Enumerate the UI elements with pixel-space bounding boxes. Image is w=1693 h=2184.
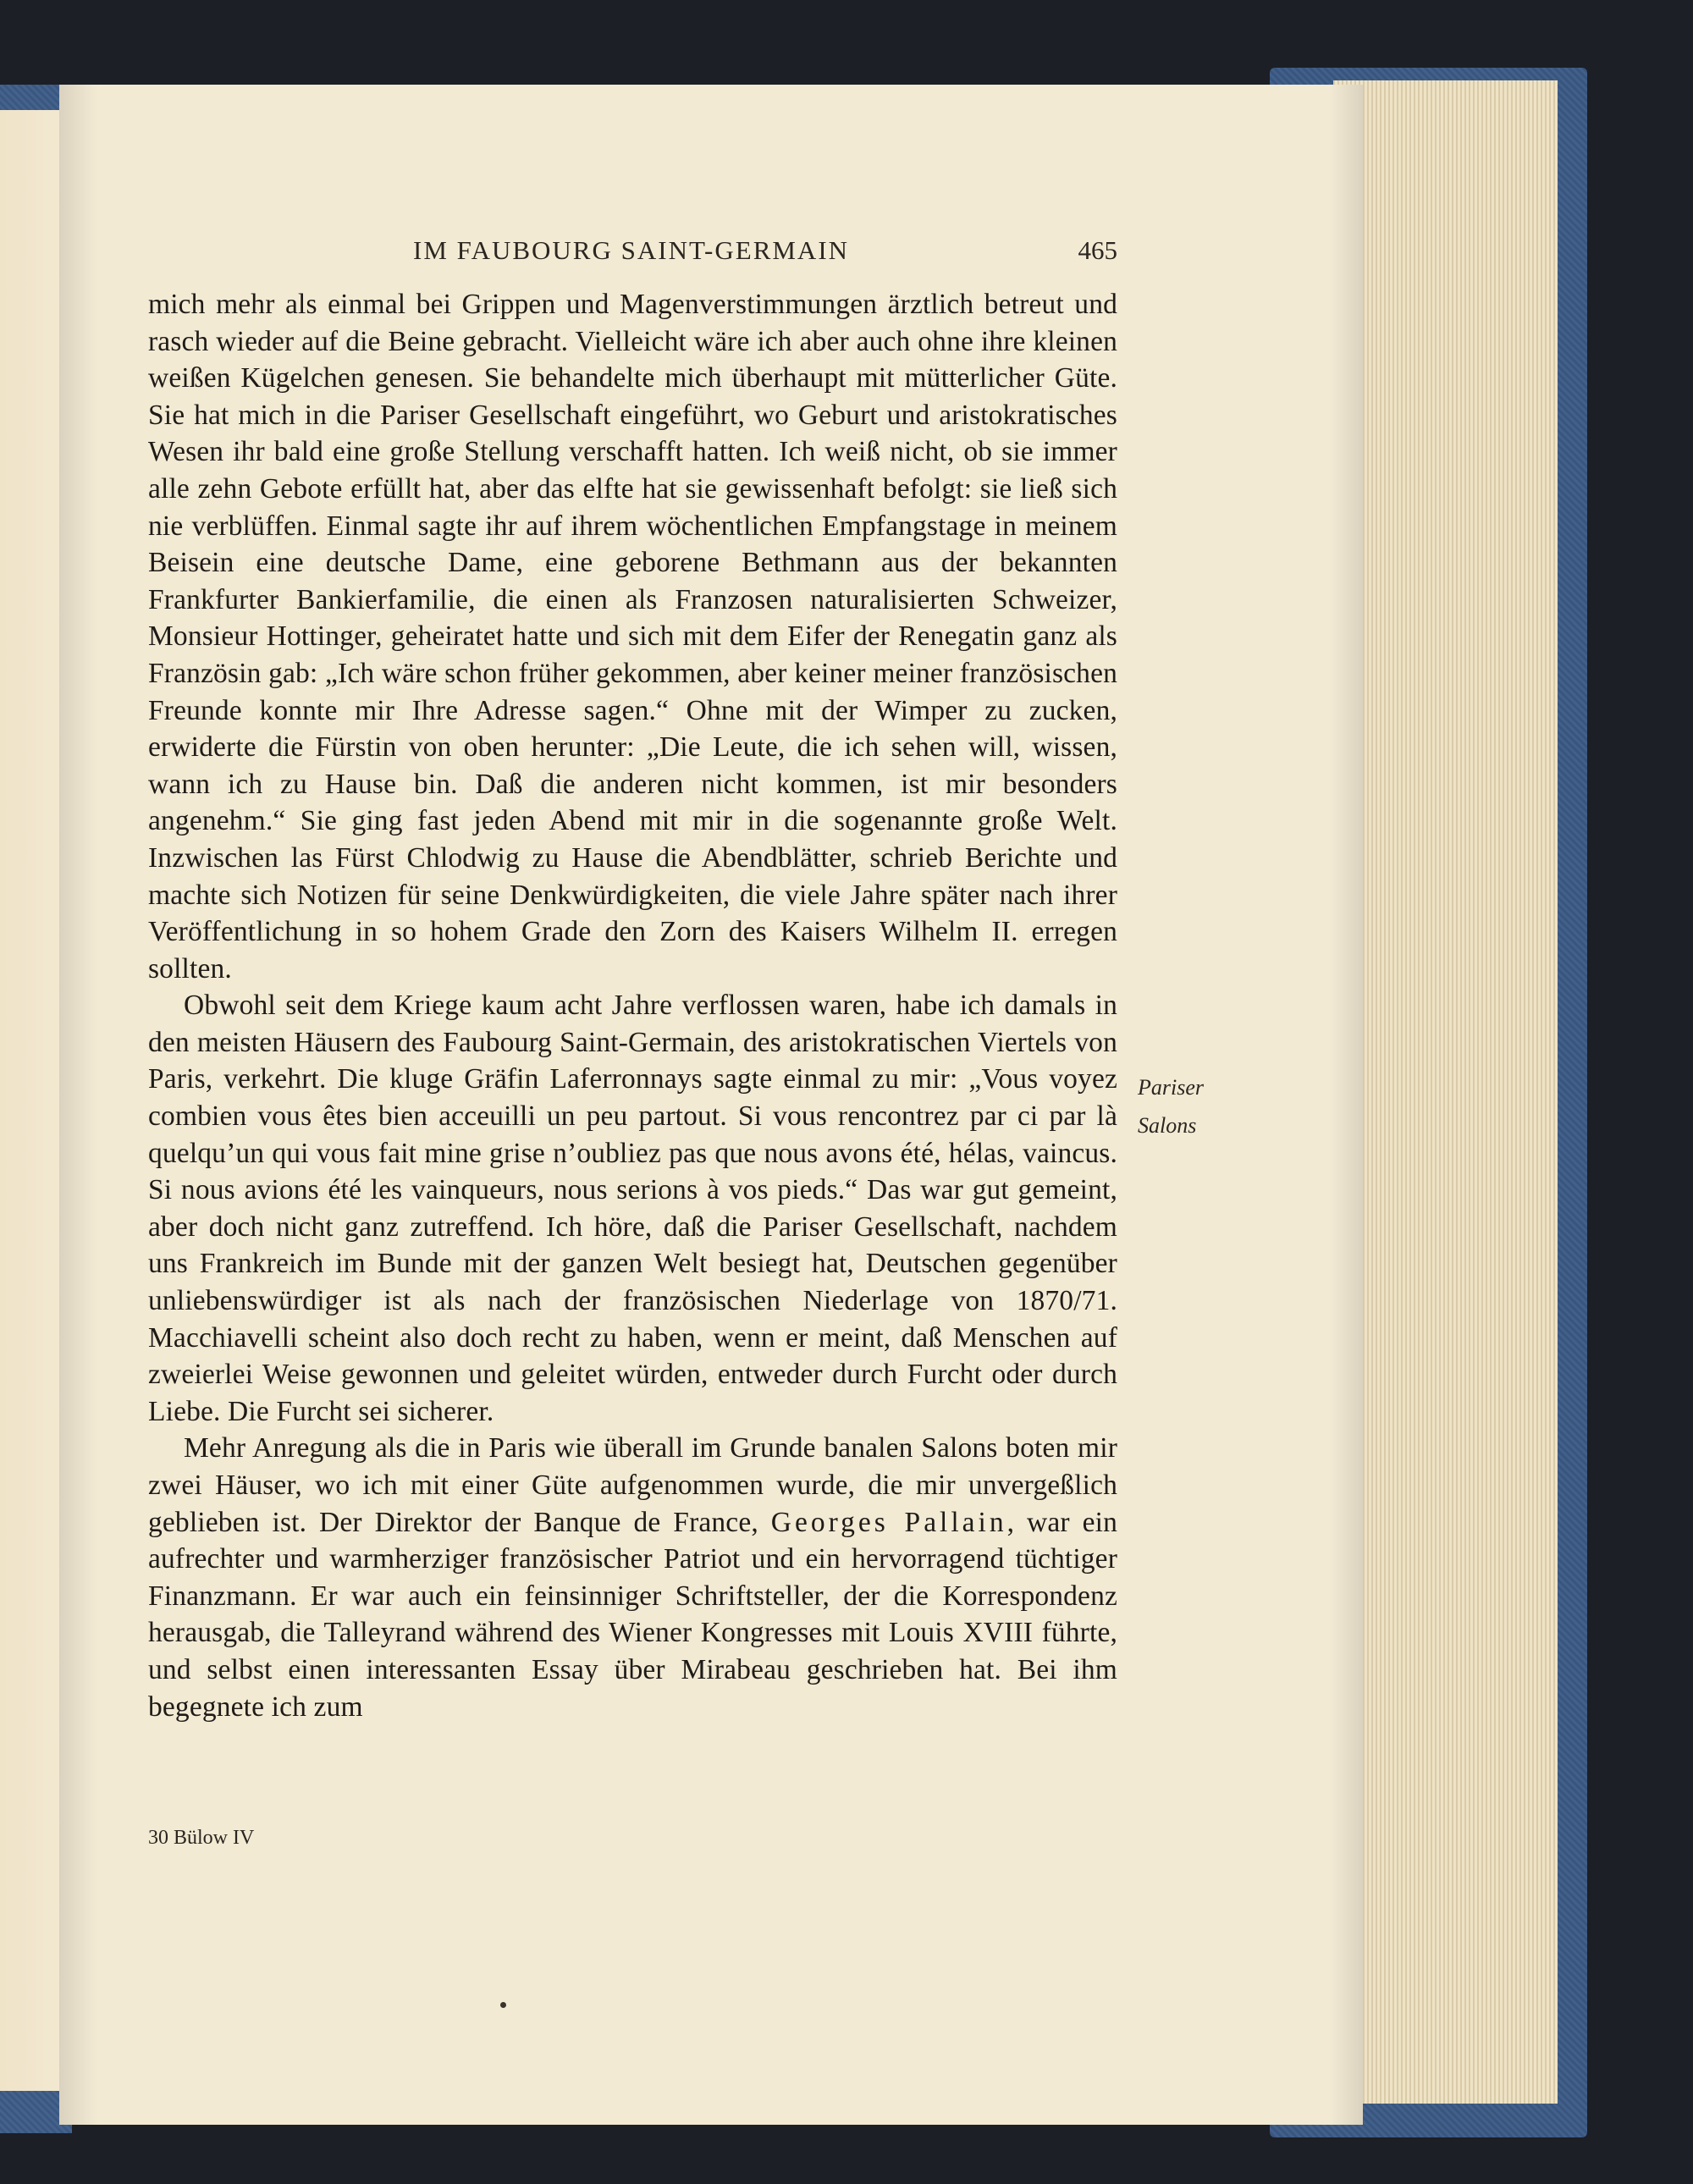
paragraph-2: Obwohl seit dem Kriege kaum acht Jahre verflossen waren, habe ich damals in den meisten Häusern des Faubourg Saint-Germain, des aristokratischen Viertels von Paris, verkehrt. Die kluge Gräfin Laferronnays sagte einmal zu mir: „Vous voyez combien vous êtes bien acceuilli un peu partout. Si vous rencontrez par ci par là quelqu’un qui vous fait mine grise n’oubliez pas que nous avons été, hélas, vaincus. Si nous avions été les vainqueurs, nous serions à vos pieds.“ Das war gut gemeint, aber doch nicht ganz zutreffend. Ich höre, daß die Pariser Gesellschaft, nachdem uns Frankreich im Bunde mit der ganzen Welt besiegt hat, Deutschen gegenüber unliebenswürdiger ist als nach der französischen Niederlage von 1870/71. Macchiavelli scheint also doch recht zu haben, wenn er meint, daß Menschen auf zweierlei Weise gewonnen und geleitet würden, entweder durch Furcht oder durch Liebe. Die Furcht sei sicherer.	[148, 990, 1117, 1427]
margin-note-line-2: Salons	[1138, 1113, 1197, 1138]
body-text	[148, 286, 1117, 1814]
ink-dot	[500, 2002, 506, 2008]
page-header	[148, 235, 1117, 273]
margin-note	[1138, 1068, 1231, 1144]
running-title: IM FAUBOURG SAINT-GERMAIN	[413, 235, 850, 265]
paragraph-3-start: Mehr Anregung als die in Paris wie überall im Grunde banalen Salons boten mir zwei Häuser, wo ich mit einer Güte aufgenommen wurde, die mir unvergeßlich geblieben ist. Der Direktor der Banque de France,	[148, 1432, 1117, 1538]
paragraph-3-end: , war ein aufrechter und warmherziger französischer Patriot und ein hervorragend tüchtiger Finanzmann. Er war auch ein feinsinniger Schriftsteller, der die Korrespondenz herausgab, die Talleyrand während des Wiener Kongresses mit Louis XVIII führte, und selbst einen interessanten Essay über Mirabeau geschrieben hat. Bei ihm begegnete ich zum	[148, 1506, 1117, 1723]
paragraph-1: mich mehr als einmal bei Grippen und Magenverstimmungen ärztlich betreut und rasch wieder auf die Beine gebracht. Vielleicht wäre ich aber auch ohne ihre kleinen weißen Kügelchen genesen. Sie behandelte mich überhaupt mit mütterlicher Güte. Sie hat mich in die Pariser Gesellschaft eingeführt, wo Geburt und aristokratisches Wesen ihr bald eine große Stellung verschafft hatten. Ich weiß nicht, ob sie immer alle zehn Gebote erfüllt hat, aber das elfte hat sie gewissenhaft befolgt: sie ließ sich nie verblüffen. Einmal sagte ihr auf ihrem wöchentlichen Empfangstage in meinem Beisein eine deutsche Dame, eine geborene Bethmann aus der bekannten Frankfurter Bankierfamilie, die einen als Franzosen naturalisierten Schweizer, Monsieur Hottinger, geheiratet hatte und sich mit dem Eifer der Renegatin ganz als Französin gab: „Ich wäre schon früher gekommen, aber keiner meiner französischen Freunde konnte mir Ihre Adresse sagen.“ Ohne mit der Wimper zu zucken, erwiderte die Fürstin von oben herunter: „Die Leute, die ich sehen will, wissen, wann ich zu Hause bin. Daß die anderen nicht kommen, ist mir besonders angenehm.“ Sie ging fast jeden Abend mit mir in die sogenannte große Welt. Inzwischen las Fürst Chlodwig zu Hause die Abendblätter, schrieb Berichte und machte sich Notizen für seine Denkwürdigkeiten, die viele Jahre später nach ihrer Veröffentlichung in so hohem Grade den Zorn des Kaisers Wilhelm II. erregen sollten.	[148, 289, 1117, 984]
paragraph-3	[148, 1430, 1117, 1725]
margin-note-line-1: Pariser	[1138, 1075, 1204, 1100]
page-block-edges	[1333, 80, 1558, 2104]
left-page-edge	[0, 110, 66, 2091]
signature-mark: 30 Bülow IV	[148, 1827, 255, 1849]
person-name-pallain: Georges Pallain	[770, 1506, 1007, 1538]
page-number: 465	[1078, 235, 1117, 265]
